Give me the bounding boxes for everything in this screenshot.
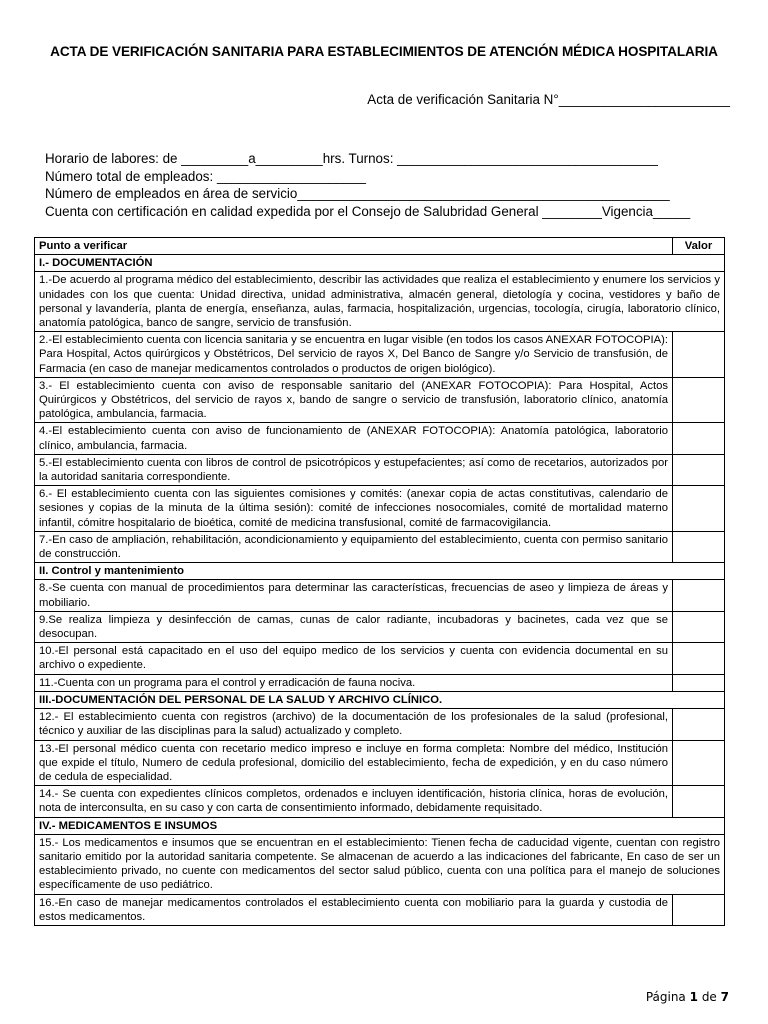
section-row xyxy=(35,817,725,834)
info-certification-line[interactable]: Cuenta con certificación en calidad expedida por el Consejo de Salubridad General ________Vigencia_____ xyxy=(45,203,691,219)
item-13: 13.-El personal médico cuenta con recetario medico impreso e incluye en forma completa: Nombre del médico, Institución que expide el título, Numero de cedula profesional, domicilio del establecimiento, fecha de expedición, y en du caso número de cedula de especialidad. xyxy=(35,740,673,786)
value-cell-3[interactable] xyxy=(673,377,725,423)
table-row xyxy=(35,423,725,454)
table-row xyxy=(35,674,725,691)
item-1: 1.-De acuerdo al programa médico del establecimiento, describir las actividades que realiza el establecimiento y enumere los servicios y unidades con los que cuenta: Unidad directiva, unidad administrativa, almacén general, dietología y cocina, vestidores y baño de personal y lavandería, planta de energía, enseñanza, aulas, farmacia, hospitalización, urgencias, tocología, cirugía, laboratorio clínico, anatomía patológica, banco de sangre, servicio de transfusión. xyxy=(35,272,725,332)
table-row xyxy=(35,580,725,611)
page-current: 1 xyxy=(689,990,698,1004)
header-value: Valor xyxy=(673,238,725,255)
item-15: 15.- Los medicamentos e insumos que se encuentran en el establecimiento: Tienen fecha de caducidad vigente, cuentan con registro sanitario emitido por la autoridad sanitaria competente. Se almacenan de acuerdo a las indicaciones del fabricante, En caso de ser un establecimiento privado, no cuente con medicamentos del sector salud público, cuenta con una política para el manejo de soluciones específicamente de uso pediátrico. xyxy=(35,834,725,894)
header-point: Punto a verificar xyxy=(35,238,673,255)
value-cell-5[interactable] xyxy=(673,454,725,485)
table-row xyxy=(35,486,725,532)
document-title: ACTA DE VERIFICACIÓN SANITARIA PARA ESTABLECIMIENTOS DE ATENCIÓN MÉDICA HOSPITALARIA xyxy=(50,44,718,59)
acta-number-field[interactable]: Acta de verificación Sanitaria N°_______________________ xyxy=(367,92,730,107)
page-total: 7 xyxy=(720,990,729,1004)
table-row xyxy=(35,377,725,423)
value-cell-6[interactable] xyxy=(673,486,725,532)
section-row xyxy=(35,255,725,272)
page-label: Página xyxy=(645,990,686,1004)
table-row xyxy=(35,531,725,562)
item-3: 3.- El establecimiento cuenta con aviso de responsable sanitario del (ANEXAR FOTOCOPIA): Para Hospital, Actos Quirúrgicos y Obstétricos, del servicio de rayos x, bando de sangre o servicio de transfusión, laboratorio clínico, anatomía patológica, ambulancia, farmacia. xyxy=(35,377,673,423)
table-row xyxy=(35,894,725,925)
value-cell-2[interactable] xyxy=(673,332,725,378)
item-16: 16.-En caso de manejar medicamentos controlados el establecimiento cuenta con mobiliario para la guarda y custodia de estos medicamentos. xyxy=(35,894,673,925)
table-row xyxy=(35,786,725,817)
value-cell-7[interactable] xyxy=(673,531,725,562)
page-footer xyxy=(646,990,729,1004)
general-info xyxy=(45,150,690,220)
table-header-row xyxy=(35,238,725,255)
table-row xyxy=(35,740,725,786)
item-11: 11.-Cuenta con un programa para el control y erradicación de fauna nociva. xyxy=(35,674,673,691)
info-schedule-line[interactable]: Horario de labores: de _________a_________hrs. Turnos: ___________________________________ xyxy=(45,151,658,166)
section-control: II. Control y mantenimiento xyxy=(35,563,725,580)
value-cell-16[interactable] xyxy=(673,894,725,925)
item-8: 8.-Se cuenta con manual de procedimientos para determinar las características, frecuencias de aseo y limpieza de áreas y mobiliario. xyxy=(35,580,673,611)
table-row xyxy=(35,709,725,740)
value-cell-4[interactable] xyxy=(673,423,725,454)
table-row xyxy=(35,834,725,894)
item-14: 14.- Se cuenta con expedientes clínicos completos, ordenados e incluyen identificación, historia clínica, horas de evolución, nota de interconsulta, en su caso y con carta de consentimiento informado, debidamente requisitado. xyxy=(35,786,673,817)
value-cell-8[interactable] xyxy=(673,580,725,611)
page-of: de xyxy=(701,990,717,1004)
value-cell-11[interactable] xyxy=(673,674,725,691)
table-row xyxy=(35,643,725,674)
item-9: 9.Se realiza limpieza y desinfección de camas, cunas de calor radiante, incubadoras y bacinetes, cada vez que se desocupan. xyxy=(35,611,673,642)
table-row xyxy=(35,611,725,642)
section-documentation: I.- DOCUMENTACIÓN xyxy=(35,255,725,272)
table-row xyxy=(35,272,725,332)
section-personnel: III.-DOCUMENTACIÓN DEL PERSONAL DE LA SALUD Y ARCHIVO CLÍNICO. xyxy=(35,691,725,708)
info-service-employees-line[interactable]: Número de empleados en área de servicio__________________________________________________ xyxy=(45,186,670,201)
item-10: 10.-El personal está capacitado en el uso del equipo medico de los servicios y cuenta con evidencia documental en su archivo o expediente. xyxy=(35,643,673,674)
value-cell-10[interactable] xyxy=(673,643,725,674)
section-row xyxy=(35,563,725,580)
verification-table xyxy=(34,237,725,926)
value-cell-13[interactable] xyxy=(673,740,725,786)
item-6: 6.- El establecimiento cuenta con las siguientes comisiones y comités: (anexar copia de actas constitutivas, calendario de sesiones y copias de la minuta de la última sesión): comité de infecciones nosocomiales, comité de mortalidad materno infantil, cómitre hospitalario de bioética, comité de medicina transfusional, comité de farmacovigilancia. xyxy=(35,486,673,532)
item-4: 4.-El establecimiento cuenta con aviso de funcionamiento de (ANEXAR FOTOCOPIA): Anatomía patológica, laboratorio clínico, ambulancia, farmacia. xyxy=(35,423,673,454)
value-cell-9[interactable] xyxy=(673,611,725,642)
item-12: 12.- El establecimiento cuenta con registros (archivo) de la documentación de los profesionales de la salud (profesional, técnico y auxiliar de las disciplinas para la salud) actualizado y completo. xyxy=(35,709,673,740)
info-total-employees-line[interactable]: Número total de empleados: ____________________ xyxy=(45,168,366,184)
item-5: 5.-El establecimiento cuenta con libros de control de psicotrópicos y estupefacientes; así como de recetarios, autorizados por la autoridad sanitaria correspondiente. xyxy=(35,454,673,485)
item-7: 7.-En caso de ampliación, rehabilitación, acondicionamiento y equipamiento del establecimiento, cuenta con permiso sanitario de construcción. xyxy=(35,531,673,562)
value-cell-14[interactable] xyxy=(673,786,725,817)
table-row xyxy=(35,454,725,485)
table-row xyxy=(35,332,725,378)
item-2: 2.-El establecimiento cuenta con licencia sanitaria y se encuentra en lugar visible (en todos los casos ANEXAR FOTOCOPIA): Para Hospital, Actos quirúrgicos y Obstétricos, Del servicio de rayos X, Del Banco de Sangre y/o Servicio de transfusión, de Farmacia (en caso de manejar medicamentos controlados o productos de origen biológico). xyxy=(35,332,673,378)
section-medications: IV.- MEDICAMENTOS E INSUMOS xyxy=(35,817,725,834)
value-cell-12[interactable] xyxy=(673,709,725,740)
section-row xyxy=(35,691,725,708)
